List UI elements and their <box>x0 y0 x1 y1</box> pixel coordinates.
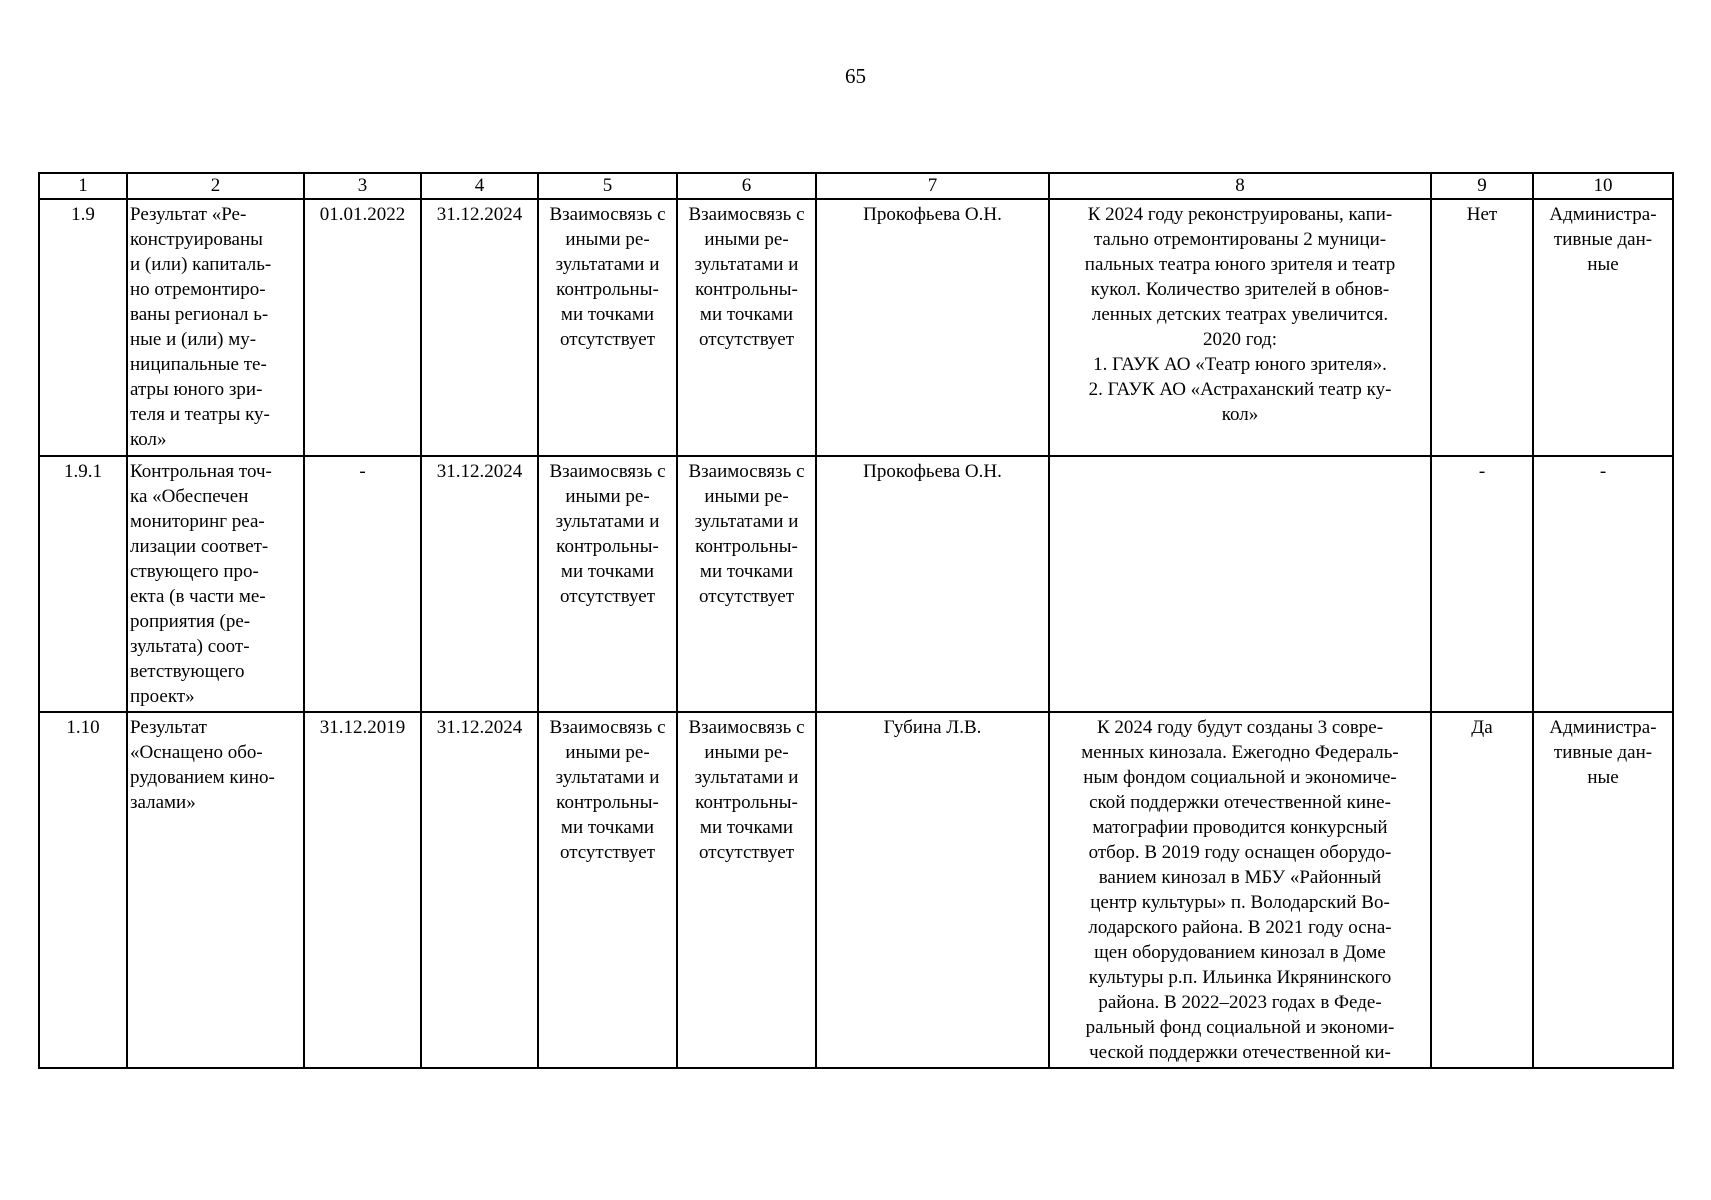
row-number: 1.10 <box>66 717 100 738</box>
relation-text-line: отсутствует <box>698 842 795 863</box>
row-number: 1.9 <box>71 204 95 225</box>
relation-text-line: отсутствует <box>559 329 656 350</box>
row-number-cell <box>39 456 127 712</box>
relation-text-line: иными ре- <box>565 229 650 250</box>
column-header-8: 8 <box>1049 173 1431 199</box>
relation-text-line: Взаимосвязь с <box>549 204 666 225</box>
data-source-line: Администра- <box>1549 204 1657 225</box>
data-source-line: Администра- <box>1549 717 1657 738</box>
description-line: ным фондом социальной и экономиче- <box>1083 767 1397 788</box>
start-date-cell <box>304 199 421 456</box>
description-line: тально отремонтированы 2 муници- <box>1093 229 1387 250</box>
relation-text-line: Взаимосвязь с <box>688 717 805 738</box>
relation-text-line: ми точками <box>699 304 794 325</box>
column-header-7: 7 <box>816 173 1049 199</box>
description-line: К 2024 году реконструированы, капи- <box>1087 204 1393 225</box>
relation-text-line: ми точками <box>560 817 655 838</box>
result-title-line: екта (в части ме- <box>130 586 266 607</box>
data-source-cell <box>1533 199 1673 456</box>
description-line: 2. ГАУК АО «Астраханский театр ку- <box>1088 379 1392 400</box>
relation-text-line: иными ре- <box>704 486 789 507</box>
relation-text-line: контрольны- <box>556 536 659 557</box>
flag-value: - <box>1478 461 1486 482</box>
row-number: 1.9.1 <box>64 461 102 482</box>
relation-results-cell <box>538 712 677 1068</box>
responsible-person-cell <box>816 199 1049 456</box>
result-title-line: конструированы <box>130 229 263 250</box>
column-header-4: 4 <box>421 173 538 199</box>
relation-text-line: зультатами и <box>694 254 799 275</box>
result-title-line: проект» <box>130 686 195 707</box>
result-title-line: лизации соответ- <box>130 536 269 557</box>
responsible-person: Прокофьева О.Н. <box>863 204 1002 225</box>
result-title-line: Результат <box>130 717 207 738</box>
relation-text-line: ми точками <box>560 304 655 325</box>
relation-results-cell <box>538 199 677 456</box>
column-header-9: 9 <box>1431 173 1533 199</box>
start-date: 01.01.2022 <box>319 204 406 225</box>
flag-cell <box>1431 712 1533 1068</box>
page-number: 65 <box>845 64 866 88</box>
end-date: 31.12.2024 <box>436 717 523 738</box>
description-line: пальных театра юного зрителя и театр <box>1084 254 1396 275</box>
column-header-1: 1 <box>39 173 127 199</box>
column-header-10: 10 <box>1533 173 1673 199</box>
relation-text-line: отсутствует <box>698 586 795 607</box>
relation-text-line: ми точками <box>560 561 655 582</box>
result-title-line: рудованием кино- <box>130 767 275 788</box>
relation-text-line: Взаимосвязь с <box>549 717 666 738</box>
result-title-line: ка «Обеспечен <box>130 486 249 507</box>
flag-cell <box>1431 199 1533 456</box>
relation-text-line: контрольны- <box>695 279 798 300</box>
description-cell <box>1049 712 1431 1068</box>
end-date-cell <box>421 456 538 712</box>
description-line: ральный фонд социальной и экономи- <box>1085 1017 1395 1038</box>
relation-checkpoints-cell <box>677 199 816 456</box>
relation-checkpoints-cell <box>677 712 816 1068</box>
result-title-line: ные и (или) му- <box>130 329 257 350</box>
description-line: ванием кинозал в МБУ «Районный <box>1098 867 1382 888</box>
result-title-line: роприятия (ре- <box>130 611 251 632</box>
result-title-cell <box>127 199 304 456</box>
relation-text-line: контрольны- <box>556 792 659 813</box>
table-body <box>39 199 1673 1068</box>
description-cell <box>1049 199 1431 456</box>
column-header-5: 5 <box>538 173 677 199</box>
relation-text-line: отсутствует <box>559 842 656 863</box>
table-row <box>39 456 1673 712</box>
relation-text-line: Взаимосвязь с <box>549 461 666 482</box>
relation-text-line: отсутствует <box>698 329 795 350</box>
column-header-2: 2 <box>127 173 304 199</box>
result-title-line: зультата) соот- <box>130 636 250 657</box>
column-header-6: 6 <box>677 173 816 199</box>
result-title-line: и (или) капиталь- <box>130 254 272 275</box>
start-date: - <box>359 461 366 482</box>
end-date: 31.12.2024 <box>436 204 523 225</box>
column-number-row <box>39 173 1673 199</box>
project-results-table <box>38 172 1674 1069</box>
data-source-cell <box>1533 712 1673 1068</box>
data-source-line: - <box>1599 461 1607 482</box>
description-line: 2020 год: <box>1203 329 1277 350</box>
result-title-line: ваны регионал ь- <box>130 304 269 325</box>
relation-text-line: отсутствует <box>559 586 656 607</box>
description-line: менных кинозала. Ежегодно Федераль- <box>1081 742 1399 763</box>
description-line: ленных детских театрах увеличится. <box>1091 304 1389 325</box>
end-date-cell <box>421 199 538 456</box>
start-date-cell <box>304 456 421 712</box>
description-line: лодарского района. В 2021 году осна- <box>1088 917 1392 938</box>
end-date-cell <box>421 712 538 1068</box>
relation-text-line: Взаимосвязь с <box>688 461 805 482</box>
relation-text-line: контрольны- <box>695 536 798 557</box>
relation-text-line: иными ре- <box>565 742 650 763</box>
relation-results-cell <box>538 456 677 712</box>
relation-text-line: ми точками <box>699 817 794 838</box>
start-date: 31.12.2019 <box>319 717 406 738</box>
result-title-line: Результат «Ре- <box>130 204 247 225</box>
row-number-cell <box>39 712 127 1068</box>
description-line: матографии проводится конкурсный <box>1092 817 1388 838</box>
relation-text-line: зультатами и <box>694 511 799 532</box>
result-title-line: ветствующего <box>130 661 245 682</box>
result-title-cell <box>127 712 304 1068</box>
table-row <box>39 712 1673 1068</box>
data-source-line: тивные дан- <box>1553 742 1653 763</box>
description-line: района. В 2022–2023 годах в Феде- <box>1098 992 1382 1013</box>
relation-text-line: иными ре- <box>704 229 789 250</box>
end-date: 31.12.2024 <box>436 461 523 482</box>
relation-text-line: зультатами и <box>555 511 660 532</box>
relation-text-line: ми точками <box>699 561 794 582</box>
description-line: ской поддержки отечественной кине- <box>1089 792 1391 813</box>
description-line: культуры р.п. Ильинка Икрянинского <box>1088 967 1392 988</box>
result-title-line: ствующего про- <box>130 561 259 582</box>
table-row <box>39 199 1673 456</box>
responsible-person-cell <box>816 712 1049 1068</box>
description-line: ческой поддержки отечественной ки- <box>1089 1042 1391 1063</box>
result-title-line: мониторинг реа- <box>130 511 265 532</box>
relation-text-line: контрольны- <box>556 279 659 300</box>
description-line: 1. ГАУК АО «Театр юного зрителя». <box>1093 354 1387 375</box>
data-source-line: тивные дан- <box>1553 229 1653 250</box>
result-title-line: ниципальные те- <box>130 354 267 375</box>
row-number-cell <box>39 199 127 456</box>
relation-text-line: зультатами и <box>694 767 799 788</box>
responsible-person: Прокофьева О.Н. <box>863 461 1002 482</box>
result-title-line: кол» <box>130 429 167 450</box>
result-title-line: атры юного зри- <box>130 379 263 400</box>
relation-checkpoints-cell <box>677 456 816 712</box>
result-title-line: «Оснащено обо- <box>130 742 263 763</box>
description-line: щен оборудованием кинозал в Доме <box>1094 942 1386 963</box>
description-line: К 2024 году будут созданы 3 совре- <box>1096 717 1384 738</box>
relation-text-line: иными ре- <box>704 742 789 763</box>
description-line: центр культуры» п. Володарский Во- <box>1090 892 1390 913</box>
relation-text-line: зультатами и <box>555 254 660 275</box>
description-line: кол» <box>1221 404 1259 425</box>
responsible-person: Губина Л.В. <box>883 717 982 738</box>
column-header-3: 3 <box>304 173 421 199</box>
description-cell <box>1049 456 1431 712</box>
description-line: кукол. Количество зрителей в обнов- <box>1090 279 1390 300</box>
result-title-line: теля и театры ку- <box>130 404 270 425</box>
result-title-line: но отремонтиро- <box>130 279 266 300</box>
start-date-cell <box>304 712 421 1068</box>
relation-text-line: зультатами и <box>555 767 660 788</box>
relation-text-line: Взаимосвязь с <box>688 204 805 225</box>
relation-text-line: контрольны- <box>695 792 798 813</box>
responsible-person-cell <box>816 456 1049 712</box>
flag-cell <box>1431 456 1533 712</box>
relation-text-line: иными ре- <box>565 486 650 507</box>
flag-value: Нет <box>1466 204 1498 225</box>
data-source-cell <box>1533 456 1673 712</box>
data-source-line: ные <box>1587 254 1619 275</box>
flag-value: Да <box>1471 717 1493 738</box>
description-line: отбор. В 2019 году оснащен оборудо- <box>1088 842 1392 863</box>
result-title-line: залами» <box>130 792 196 813</box>
result-title-line: Контрольная точ- <box>130 461 272 482</box>
result-title-cell <box>127 456 304 712</box>
data-source-line: ные <box>1587 767 1619 788</box>
